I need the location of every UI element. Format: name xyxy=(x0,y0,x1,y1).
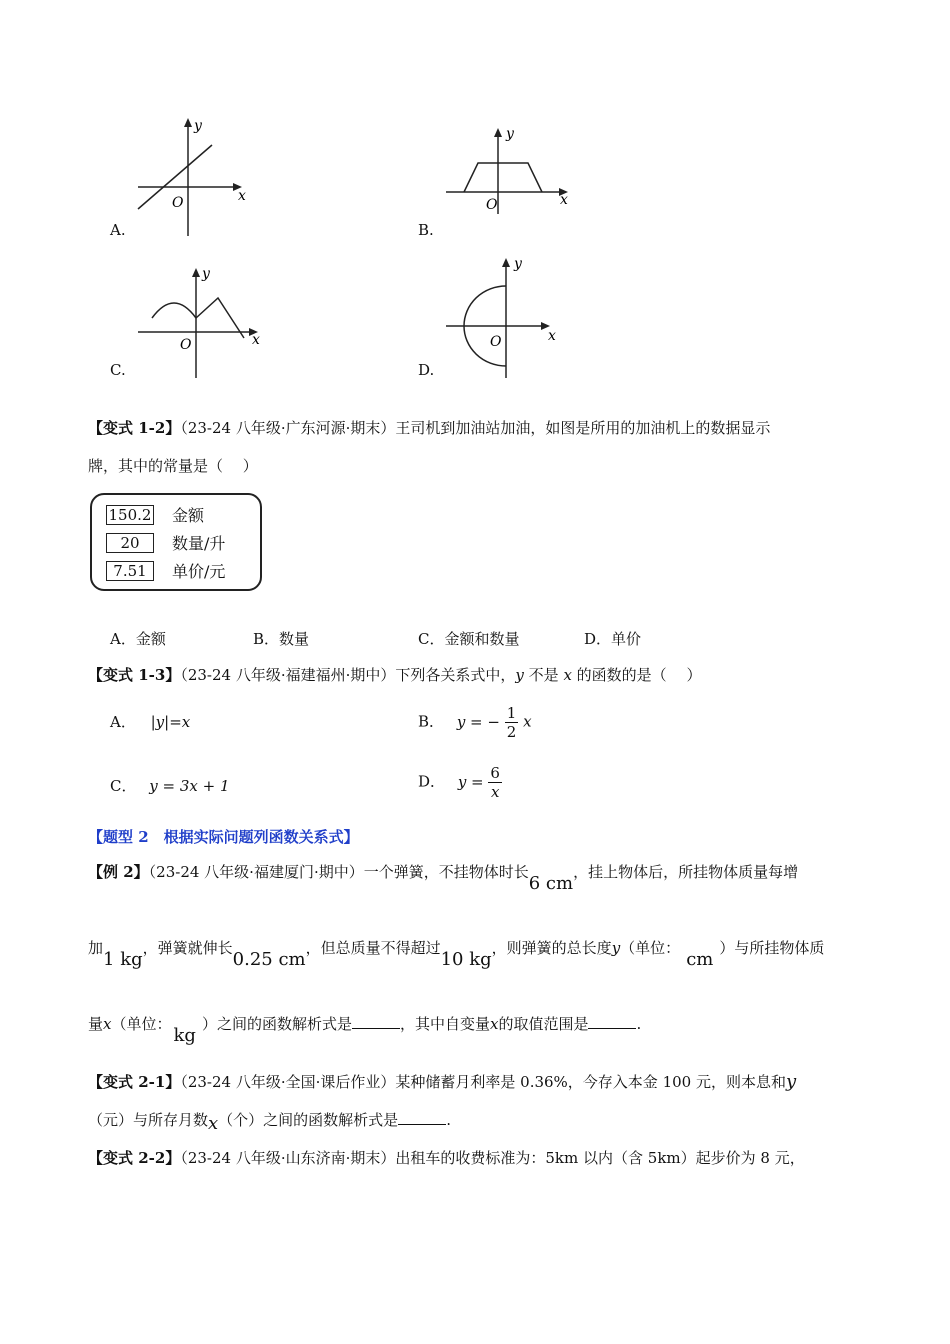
ex2-text: ）与所挂物体质 xyxy=(719,939,825,957)
ex2-text: ，弹簧就伸长 xyxy=(142,939,233,957)
q21-text: （个）之间的函数解析式是 xyxy=(218,1111,399,1129)
q13-text-c: 的函数的是（ ） xyxy=(571,666,702,684)
ex2-var-x: x xyxy=(489,1015,499,1033)
ex2-text: 一个弹簧，不挂物体时长 xyxy=(363,863,529,881)
y-arrow xyxy=(502,258,510,267)
q22-text: 出租车的收费标准为：5km 以内（含 5km）起步价为 8 元， xyxy=(395,1149,805,1167)
origin-label: O xyxy=(180,337,192,353)
q12-option-c: C．金额和数量 xyxy=(418,630,520,648)
fraction-numerator: 1 xyxy=(506,704,517,722)
ex2-line3 xyxy=(88,1014,642,1046)
q13-option-d-pre: y = xyxy=(457,772,484,791)
ex2-text: 加 xyxy=(88,939,104,957)
display-value-quantity: 20 xyxy=(106,533,154,553)
display-label-amount: 金额 xyxy=(172,506,205,525)
ex2-text: . xyxy=(636,1015,642,1033)
ex2-text: （单位： xyxy=(620,939,681,957)
ex2-line2 xyxy=(88,938,825,970)
display-value-price: 7.51 xyxy=(106,561,154,581)
ex2-text: 量 xyxy=(88,1015,104,1033)
y-arrow xyxy=(192,268,200,277)
q13-option-d xyxy=(418,764,502,801)
graph-b xyxy=(440,122,580,217)
ex2-tag: 【例 2】 xyxy=(88,863,149,881)
q13-var-y: y xyxy=(515,666,524,684)
q13-tag: 【变式 1-3】 xyxy=(88,666,181,684)
y-arrow xyxy=(494,128,502,137)
q12-option-a: A．金额 xyxy=(110,630,166,648)
x-label: x xyxy=(548,328,556,344)
ex2-line1 xyxy=(88,862,799,894)
graph-arc xyxy=(152,303,196,318)
q12-tag: 【变式 1-2】 xyxy=(88,419,181,437)
q12-line2: 牌，其中的常量是（ ） xyxy=(88,457,258,475)
q12-text1: 王司机到加油站加油，如图是所用的加油机上的数据显示 xyxy=(395,419,771,437)
fraction-denominator: x xyxy=(488,782,502,801)
ex2-source: （23-24 八年级·福建厦门·期中） xyxy=(148,863,364,881)
graph-d xyxy=(440,252,570,380)
q21-text: 某种储蓄月利率是 0.36%，今存入本金 100 元，则本息和 xyxy=(395,1073,786,1091)
q13-option-a xyxy=(110,712,190,732)
q13-option-c xyxy=(110,776,230,796)
q13-option-c-expr: y = 3x + 1 xyxy=(149,777,230,795)
q21-var-y: y xyxy=(785,1071,797,1092)
q21-var-x: x xyxy=(208,1113,219,1134)
q22-tag: 【变式 2-2】 xyxy=(88,1149,181,1167)
x-label: x xyxy=(252,332,260,348)
ex2-text: ，其中自变量 xyxy=(399,1015,490,1033)
ex2-text: ，挂上物体后，所挂物体质量每增 xyxy=(573,863,799,881)
ex2-var-y: y xyxy=(611,939,621,957)
origin-label: O xyxy=(490,334,502,350)
x-label: x xyxy=(560,192,568,208)
q21-line1 xyxy=(88,1072,796,1092)
q13-option-a-expr: |y|=x xyxy=(150,713,191,731)
display-label-quantity: 数量/升 xyxy=(172,534,226,553)
ex2-text: ，则弹簧的总长度 xyxy=(491,939,612,957)
q21-text: . xyxy=(446,1111,451,1129)
display-row-amount xyxy=(106,503,204,525)
q21-text: （元）与所存月数 xyxy=(88,1111,209,1129)
ex2-math: kg xyxy=(173,1025,196,1046)
q13-option-b-fraction xyxy=(505,704,519,741)
q21-line2 xyxy=(88,1110,451,1134)
display-row-quantity xyxy=(106,531,225,553)
origin-label: O xyxy=(172,195,184,211)
option-label-a: A. xyxy=(110,221,126,239)
ex2-var-x: x xyxy=(103,1015,112,1033)
q22-line1 xyxy=(88,1148,805,1168)
q22-source: （23-24 八年级·山东济南·期末） xyxy=(180,1149,396,1167)
ex2-math: 0.25 cm xyxy=(232,949,306,970)
ex2-math: 10 kg xyxy=(440,949,492,970)
ex2-math: 1 kg xyxy=(103,949,143,970)
display-row-price xyxy=(106,559,225,581)
q13-option-b-post: x xyxy=(523,712,532,731)
q13-option-d-fraction xyxy=(488,764,502,801)
q12-line1 xyxy=(88,418,770,438)
graph-a xyxy=(130,112,260,238)
answer-blank[interactable] xyxy=(588,1014,636,1029)
display-value-amount: 150.2 xyxy=(106,505,154,525)
display-label-price: 单价/元 xyxy=(172,562,226,581)
q13-option-b-label: B． xyxy=(418,712,445,731)
y-label: y xyxy=(506,126,514,142)
ex2-text: 的取值范围是 xyxy=(498,1015,589,1033)
q13-line1 xyxy=(88,665,701,685)
answer-blank[interactable] xyxy=(352,1014,400,1029)
graph-c xyxy=(130,262,270,380)
answer-blank[interactable] xyxy=(398,1110,446,1125)
q21-tag: 【变式 2-1】 xyxy=(88,1073,181,1091)
q13-option-a-label: A． xyxy=(110,713,136,731)
q13-option-b xyxy=(418,704,532,741)
q13-option-c-label: C． xyxy=(110,777,137,795)
ex2-math: 6 cm xyxy=(528,873,574,894)
section-heading-type2: 【题型 2 根据实际问题列函数关系式】 xyxy=(88,828,359,846)
origin-label: O xyxy=(486,197,498,213)
y-label: y xyxy=(514,256,522,272)
x-label: x xyxy=(238,188,246,204)
q21-source: （23-24 八年级·全国·课后作业） xyxy=(180,1073,396,1091)
fraction-denominator: 2 xyxy=(506,723,517,741)
q12-source: （23-24 八年级·广东河源·期末） xyxy=(180,419,396,437)
y-arrow xyxy=(184,118,192,127)
graph-trapezoid xyxy=(464,163,542,192)
q13-text-b: 不是 xyxy=(523,666,564,684)
q13-var-x: x xyxy=(563,666,572,684)
fuel-display-panel xyxy=(90,493,262,591)
q12-option-d: D．单价 xyxy=(584,630,642,648)
ex2-math: cm xyxy=(686,949,714,970)
ex2-text: ）之间的函数解析式是 xyxy=(201,1015,352,1033)
ex2-text: ，但总质量不得超过 xyxy=(305,939,441,957)
ex2-text: （单位： xyxy=(111,1015,172,1033)
y-label: y xyxy=(194,118,202,134)
q13-option-b-pre: y = − xyxy=(456,712,500,731)
q13-text-a: 下列各关系式中， xyxy=(395,666,516,684)
q13-option-d-label: D． xyxy=(418,772,446,791)
q12-option-b: B．数量 xyxy=(253,630,310,648)
y-label: y xyxy=(202,266,210,282)
option-label-c: C. xyxy=(110,361,126,379)
q13-source: （23-24 八年级·福建福州·期中） xyxy=(180,666,396,684)
fraction-numerator: 6 xyxy=(490,764,500,782)
option-label-d: D. xyxy=(418,361,435,379)
option-label-b: B. xyxy=(418,221,434,239)
